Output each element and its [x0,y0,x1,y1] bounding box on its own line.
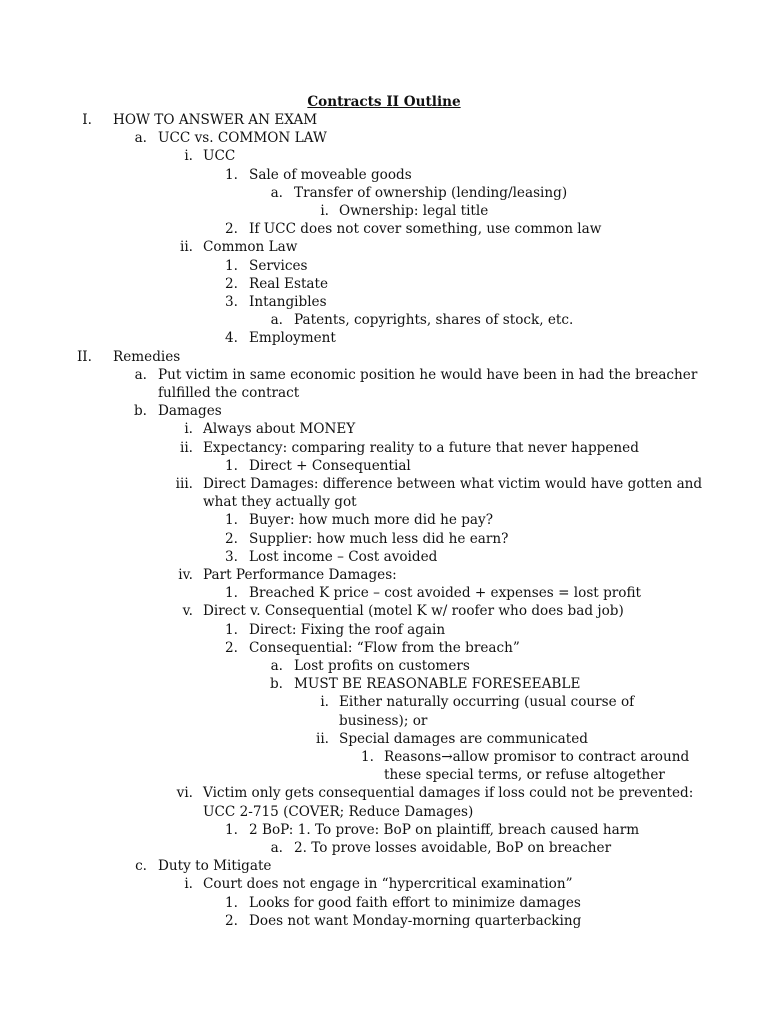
outline-text: Lost profits on customers [294,658,470,674]
outline-text: Damages [158,403,222,420]
outline-marker: ii. [315,730,329,747]
outline-text: Services [249,257,308,274]
outline-marker: 3. [225,294,238,310]
outline-text: Common Law [203,239,298,256]
outline-marker: 1. [225,621,238,638]
outline-marker: 2. [225,912,238,929]
outline-text: Court does not engage in “hypercritical examination” [203,876,573,893]
outline-marker: a. [270,312,283,329]
outline-text: Looks for good faith effort to minimize damages [249,894,581,911]
outline-marker: 1. [225,821,238,838]
outline-marker: 2. [225,639,238,656]
outline-marker: a. [270,184,283,201]
outline-marker: 1. [225,894,238,911]
outline-marker: ii. [179,239,193,256]
outline-text: Victim only gets consequential damages if loss could not be prevented: [203,785,694,802]
outline-marker: b. [133,403,147,420]
outline-text: Special damages are communicated [339,730,588,747]
outline-marker: 1. [225,257,238,274]
outline-marker: 1. [225,585,238,602]
outline-marker: iv. [178,567,193,583]
outline-marker: 1. [225,457,238,474]
outline-marker: 2. [225,221,238,238]
outline-marker: 1. [225,166,238,183]
outline-marker: a. [270,658,283,674]
outline-text: If UCC does not cover something, use common law [249,221,602,238]
outline-marker: i. [184,148,193,165]
outline-text: UCC vs. COMMON LAW [158,130,327,147]
outline-text: Always about MONEY [203,421,356,438]
outline-marker: 3. [225,548,238,565]
outline-text: Direct Damages: difference between what victim would have gotten and [203,476,703,492]
outline-text: Expectancy: comparing reality to a future that never happened [203,439,639,456]
outline-text: UCC [203,148,236,165]
outline-marker: i. [184,876,193,893]
document-title: Contracts II Outline [307,94,461,110]
outline-marker: a. [270,840,283,856]
outline-text: Employment [249,330,336,347]
outline-text: these special terms, or refuse altogether [384,767,665,784]
outline-marker: II. [76,348,92,365]
outline-marker: 2. [225,275,238,292]
outline-text: Put victim in same economic position he would have been in had the breacher [158,366,698,383]
outline-text: Patents, copyrights, shares of stock, etc. [294,312,574,329]
outline-marker: v. [182,603,193,620]
outline-text: Transfer of ownership (lending/leasing) [294,184,568,201]
outline-text: Real Estate [249,275,329,292]
outline-text: what they actually got [203,494,357,511]
outline-marker: vi. [176,785,193,802]
outline-text: Ownership: legal title [339,203,489,219]
outline-marker: ii. [179,439,193,456]
outline-text: Reasons→allow promisor to contract around [384,749,690,765]
outline-text: MUST BE REASONABLE FORESEEABLE [294,676,581,693]
outline-text: Either naturally occurring (usual course of [339,694,635,711]
outline-text: Part Performance Damages: [203,567,397,583]
outline-text: Direct v. Consequential (motel K w/ roofer who does bad job) [203,603,624,620]
outline-text: business); or [339,712,428,729]
outline-text: Remedies [113,348,181,365]
outline-text: Sale of moveable goods [249,166,412,183]
outline-text: 2. To prove losses avoidable, BoP on breacher [294,840,612,856]
outline-text: Buyer: how much more did he pay? [249,512,494,529]
outline-marker: 4. [225,330,238,347]
outline-marker: b. [269,676,283,693]
outline-marker: a. [134,130,147,147]
outline-marker: 1. [225,512,238,529]
outline-marker: 2. [225,530,238,547]
outline-marker: 1. [361,749,374,765]
outline-text: Does not want Monday-morning quarterbacking [249,912,582,929]
outline-text: Direct: Fixing the roof again [249,621,446,638]
outline-text: Supplier: how much less did he earn? [249,530,509,547]
outline-marker: i. [320,694,329,711]
outline-marker: c. [135,858,147,875]
outline-text: Lost income – Cost avoided [249,548,438,565]
outline-text: Consequential: “Flow from the breach” [249,639,520,656]
outline-text: fulfilled the contract [158,385,300,401]
outline-text: HOW TO ANSWER AN EXAM [113,112,318,128]
outline-text: Intangibles [249,294,327,310]
outline-text: UCC 2-715 (COVER; Reduce Damages) [203,803,474,820]
outline-marker: I. [82,112,92,128]
outline-marker: iii. [175,476,193,492]
outline-text: Duty to Mitigate [158,858,272,875]
outline-marker: i. [320,203,329,219]
outline-text: 2 BoP: 1. To prove: BoP on plaintiff, breach caused harm [249,821,640,838]
outline-text: Direct + Consequential [249,457,411,474]
outline-marker: a. [134,366,147,383]
outline-text: Breached K price – cost avoided + expenses = lost profit [249,585,641,602]
outline-marker: i. [184,421,193,438]
